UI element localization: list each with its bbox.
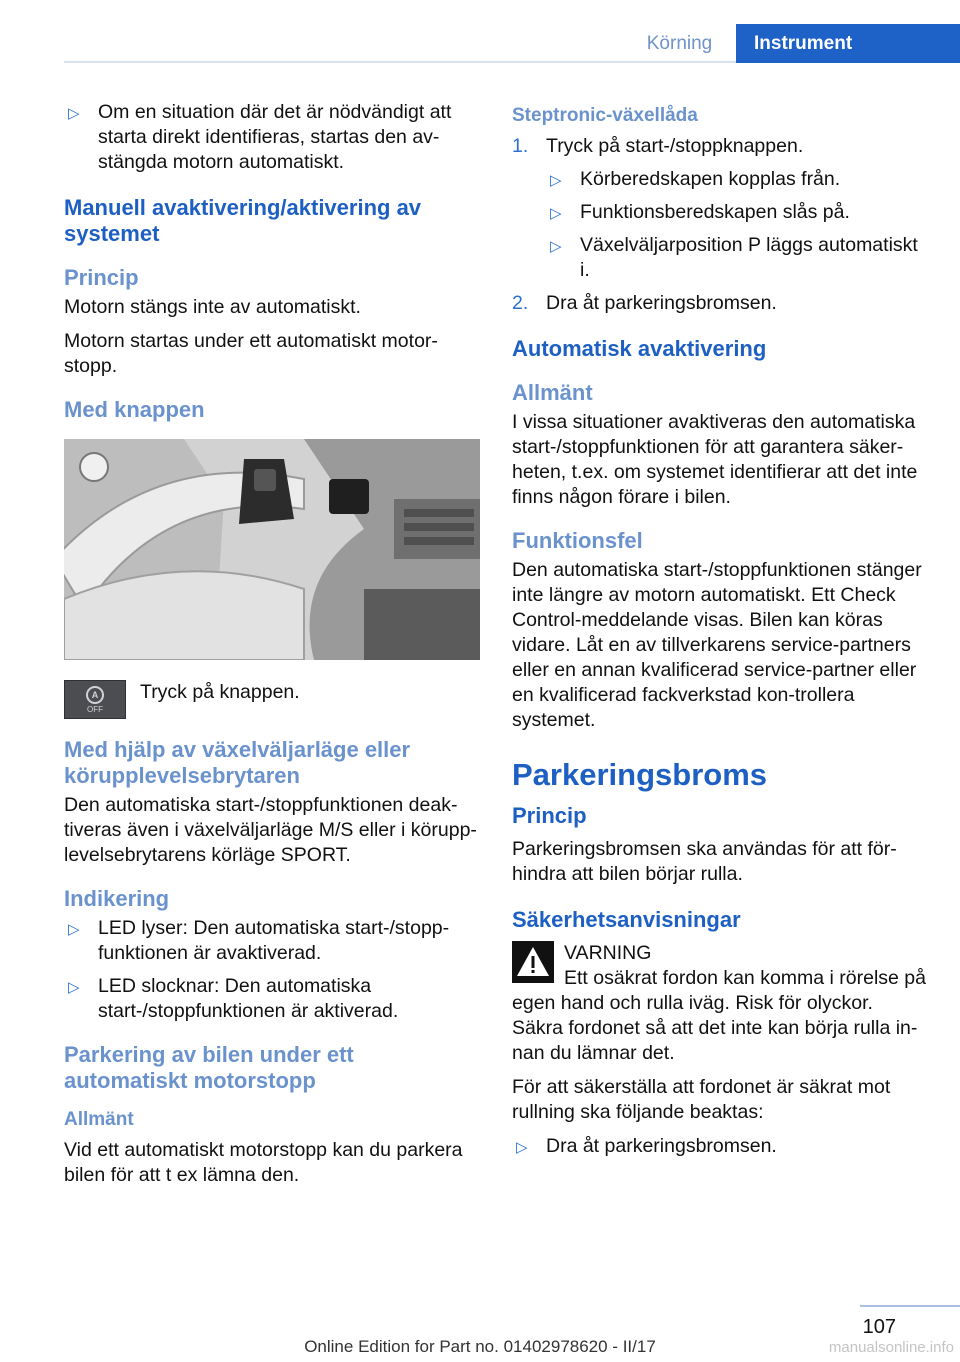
press-button-text: Tryck på knappen. [140, 681, 300, 703]
heading-indikering: Indikering [64, 886, 170, 911]
button-instruction [64, 680, 482, 719]
paragraph: Den automatiska start-/stoppfunktionen deak-tiveras även i växelväljarläge M/S eller i körupp-levelsebrytarens körläge SPORT. [64, 794, 477, 866]
list-item [64, 916, 482, 966]
list-item [64, 100, 482, 175]
list-item [546, 167, 928, 192]
list-item-text: LED slocknar: Den automatiska start-/stoppfunktionen är aktiverad. [98, 975, 399, 1022]
heading-parkeringsbroms: Parkeringsbroms [512, 757, 767, 792]
heading-allmant: Allmänt [64, 1109, 134, 1130]
heading-parkering: Parkering av bilen under ett automatiskt motorstopp [64, 1042, 354, 1093]
heading-manual: Manuell avaktivering/aktivering av systemet [64, 195, 422, 246]
paragraph: Motorn stängs inte av automatiskt. [64, 296, 361, 318]
triangle-bullet-icon: ▷ [68, 105, 80, 122]
edition-text: Online Edition for Part no. 01402978620 - II/17 [304, 1337, 656, 1356]
numbered-list [512, 134, 928, 316]
paragraph: I vissa situationer avaktiveras den automatiska start-/stoppfunktionen för att garantera säker-heten, t.ex. om systemet identifierar att det inte finns någon förare i bilen. [512, 411, 918, 508]
off-label: OFF [87, 704, 103, 714]
auto-a-icon: A [86, 686, 104, 704]
heading-princip: Princip [512, 803, 587, 828]
heading-steptronic: Steptronic-växellåda [512, 105, 698, 126]
list-item-text: Dra åt parkeringsbromsen. [546, 1135, 777, 1157]
heading-sakerhetsanvisningar: Säkerhetsanvisningar [512, 907, 741, 932]
dashboard-photo [64, 439, 480, 660]
list-item-text: Körberedskapen kopplas från. [580, 168, 841, 190]
bullet-list [64, 100, 482, 175]
triangle-bullet-icon: ▷ [550, 172, 562, 189]
heading-med-knappen: Med knappen [64, 397, 205, 422]
dashboard-illustration [64, 439, 480, 660]
header-tab-instrument[interactable]: Instrument [736, 24, 960, 63]
step-number: 1. [512, 135, 529, 157]
heading-princip: Princip [64, 265, 139, 290]
bullet-list [64, 916, 482, 1024]
heading-allmant: Allmänt [512, 380, 593, 405]
paragraph: För att säkerställa att fordonet är säkrat mot rullning ska följande beaktas: [512, 1076, 891, 1123]
list-item [512, 291, 928, 316]
list-item [512, 1134, 928, 1159]
list-item-text: Funktionsberedskapen slås på. [580, 201, 850, 223]
triangle-bullet-icon: ▷ [550, 238, 562, 255]
page-number: 107 [862, 1316, 896, 1338]
list-item-text: Dra åt parkeringsbromsen. [546, 292, 777, 314]
watermark: manualsonline.info [828, 1339, 954, 1356]
heading-vaxelvaljare: Med hjälp av växelväljarläge eller körupplevelsebrytaren [64, 737, 411, 788]
warning-title: VARNING [564, 942, 652, 964]
warning-text: Ett osäkrat fordon kan komma i rörelse på egen hand och rulla iväg. Risk för olyckor. Säkra fordonet så att det inte kan börja rulla in-nan du lämnar det. [512, 967, 926, 1064]
paragraph: Vid ett automatiskt motorstopp kan du parkera bilen för att t ex lämna den. [64, 1139, 463, 1186]
sub-bullet-list [546, 167, 928, 283]
step-number: 2. [512, 292, 529, 314]
auto-start-stop-off-button-icon [64, 680, 126, 719]
triangle-bullet-icon: ▷ [550, 205, 562, 222]
paragraph: Parkeringsbromsen ska användas för att för-hindra att bilen börjar rulla. [512, 838, 897, 885]
heading-automatisk-avaktivering: Automatisk avaktivering [512, 336, 767, 361]
left-column [64, 100, 482, 1197]
heading-funktionsfel: Funktionsfel [512, 528, 643, 553]
list-item-text: LED lyser: Den automatiska start-/stopp-funktionen är avaktiverad. [98, 917, 450, 964]
list-item-text: Växelväljarposition P läggs automatiskt i. [580, 234, 918, 281]
right-column [512, 100, 928, 1167]
triangle-bullet-icon: ▷ [68, 921, 80, 938]
footer-rule [860, 1305, 960, 1307]
list-item [64, 974, 482, 1024]
warning-triangle-icon [512, 941, 554, 983]
paragraph: Den automatiska start-/stoppfunktionen stänger inte längre av motorn automatiskt. Ett Check Control-meddelande visas. Bilen kan köras vidare. Låt en av tillverkarens service-partners eller en annan kvalificerad service-partner eller en kvalificerad fackverkstad kon-trollera systemet. [512, 559, 922, 731]
list-item [546, 233, 928, 283]
list-item-text: Om en situation där det är nödvändigt att starta direkt identifieras, startas den av-stängda motorn automatiskt. [98, 101, 452, 173]
list-item [512, 134, 928, 283]
list-item [546, 200, 928, 225]
header-tab-korning[interactable]: Körning [646, 32, 713, 54]
triangle-bullet-icon: ▷ [516, 1139, 528, 1156]
list-item-text: Tryck på start-/stoppknappen. [546, 135, 804, 157]
paragraph: Motorn startas under ett automatiskt motor-stopp. [64, 330, 438, 377]
bullet-list [512, 1134, 928, 1159]
triangle-bullet-icon: ▷ [68, 979, 80, 996]
